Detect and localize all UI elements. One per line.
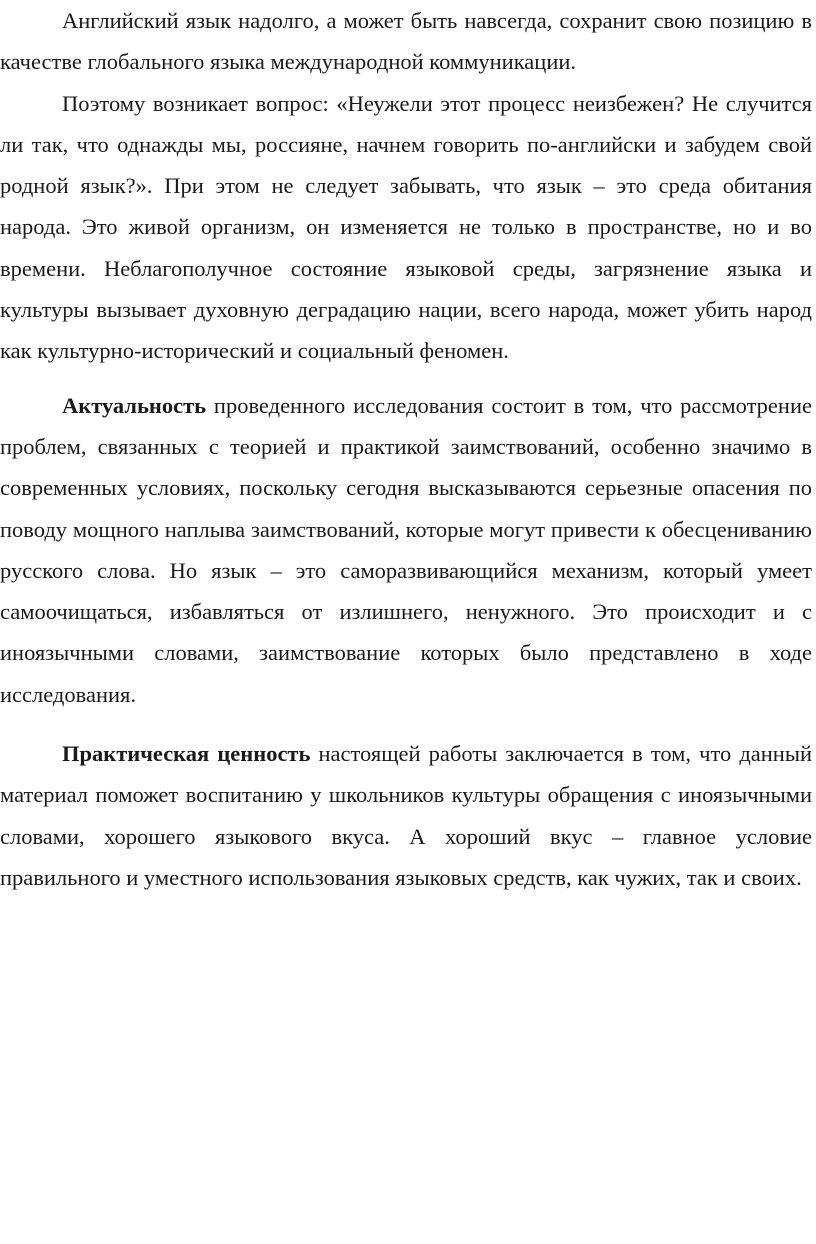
paragraph-text: проведенного исследования состоит в том, что рассмотрение проблем, связанных с теорией и практикой заимствований, особенно значимо в современных условиях, поскольку сегодня высказываются серьезные опасения по поводу мощного наплыва заимствований, которые могут привести к обесцениванию русского слова. Но язык – это саморазвивающийся механизм, который умеет самоочищаться, избавляться от излишнего, ненужного. Это происходит и с иноязычными словами, заимствование которых было представлено в ходе исследования. [0, 392, 812, 707]
paragraph-text: настоящей работы заключается в том, что данный материал поможет воспитанию у школьников культуры обращения с иноязычными словами, хорошего языкового вкуса. А хороший вкус – главное условие правильного и уместного использования языковых средств, как чужих, так и своих. [0, 741, 812, 890]
paragraph-question [0, 83, 812, 372]
paragraph-practical-value [0, 733, 812, 898]
paragraph-lead-practical-value: Практическая ценность [62, 741, 311, 767]
paragraph-english-global [0, 0, 812, 83]
paragraph-lead-relevance: Актуальность [62, 392, 207, 418]
paragraph-text: Поэтому возникает вопрос: «Неужели этот процесс неизбежен? Не случится ли так, что однажды мы, россияне, начнем говорить по-английски и забудем свой родной язык?». При этом не следует забывать, что язык – это среда обитания народа. Это живой организм, он изменяется не только в пространстве, но и во времени. Неблагополучное состояние языковой среды, загрязнение языка и культуры вызывает духовную деградацию нации, всего народа, может убить народ как культурно-исторический и социальный феномен. [0, 90, 812, 364]
paragraph-text: Английский язык надолго, а может быть навсегда, сохранит свою позицию в качестве глобального языка международной коммуникации. [0, 8, 812, 75]
paragraph-relevance [0, 385, 812, 715]
